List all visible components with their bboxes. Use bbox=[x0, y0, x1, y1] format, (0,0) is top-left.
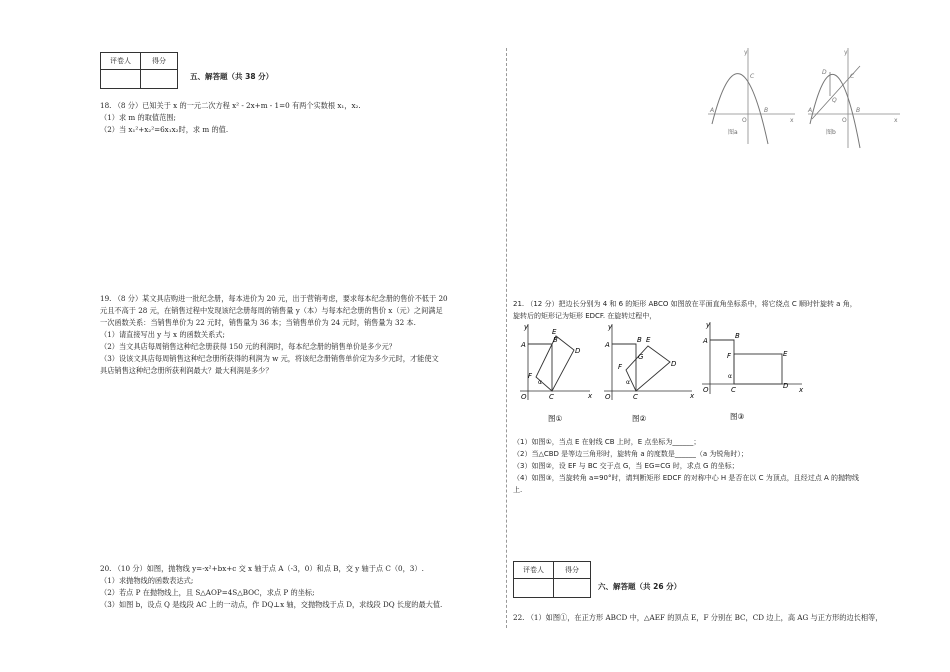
fig2-point-d: D bbox=[671, 360, 677, 368]
q18-part1: （1）求 m 的取值范围; bbox=[100, 113, 176, 122]
score-cell-score bbox=[554, 579, 591, 598]
fig3-point-f: F bbox=[727, 352, 732, 360]
q21-part2: （2）当△CBD 是等边三角形时，旋转角 a 的度数是______（a 为锐角时）； bbox=[513, 450, 748, 458]
fig1-origin: O bbox=[521, 393, 527, 401]
fig-a-point-c: C bbox=[750, 73, 755, 80]
score-table-right bbox=[513, 561, 591, 598]
fig2-point-b: B bbox=[637, 336, 642, 344]
fig-a-y-label: y bbox=[744, 49, 748, 56]
fig3-y-label: y bbox=[706, 321, 711, 329]
q21-line2: 旋转后的矩形记为矩形 EDCF. 在旋转过程中， bbox=[513, 312, 657, 320]
score-cell-score bbox=[141, 70, 178, 89]
fig3-origin: O bbox=[703, 386, 709, 394]
fig1-point-f: F bbox=[528, 372, 533, 380]
column-divider bbox=[506, 48, 507, 628]
fig2-point-e: E bbox=[646, 336, 651, 344]
fig3-angle-alpha: α bbox=[728, 373, 732, 380]
fig-a-caption: 图a bbox=[728, 129, 738, 136]
fig1-caption: 图① bbox=[548, 414, 563, 423]
fig2-point-a: A bbox=[605, 341, 610, 349]
fig-b-caption: 图b bbox=[826, 129, 836, 136]
q20-part1: （1）求抛物线的函数表达式; bbox=[100, 576, 194, 585]
fig-b-point-c: C bbox=[850, 73, 855, 80]
q18-part2: （2）当 x₁²+x₂²=6x₁x₂时，求 m 的值. bbox=[100, 125, 229, 134]
section6-title: 六、解答题（共 26 分） bbox=[598, 582, 682, 591]
q20-figures bbox=[700, 44, 910, 150]
fig1-point-c: C bbox=[549, 393, 554, 401]
fig1-point-e: E bbox=[552, 328, 557, 336]
fig3-caption: 图③ bbox=[730, 412, 745, 421]
fig-b-point-a: A bbox=[808, 107, 813, 114]
fig1-point-b: B bbox=[553, 336, 558, 344]
score-header-grader: 评卷人 bbox=[514, 562, 554, 579]
fig3-point-c: C bbox=[731, 386, 736, 394]
fig3-point-a: A bbox=[703, 337, 708, 345]
fig1-point-d: D bbox=[575, 347, 581, 355]
figure-a bbox=[708, 48, 795, 144]
score-header-grader: 评卷人 bbox=[101, 53, 141, 70]
q19-part3b: 具店销售这种纪念册所获利润最大？最大利润是多少？ bbox=[100, 366, 273, 375]
score-table-left bbox=[100, 52, 178, 89]
score-header-score: 得分 bbox=[554, 562, 591, 579]
fig2-point-c: C bbox=[633, 393, 638, 401]
fig-a-x-label: x bbox=[790, 117, 794, 124]
fig2-angle-alpha: α bbox=[626, 379, 630, 386]
fig2-y-label: y bbox=[608, 323, 613, 331]
q22-line1: 22. （1）如图①，在正方形 ABCD 中，△AEF 的顶点 E，F 分别在 BC，CD 边上，高 AG 与正方形的边长相等， bbox=[513, 613, 883, 622]
fig-a-point-b: B bbox=[764, 107, 769, 114]
fig-b-point-q: Q bbox=[832, 97, 837, 104]
fig2-origin: O bbox=[605, 393, 611, 401]
q21-figure-3 bbox=[702, 321, 804, 421]
fig-a-origin: O bbox=[742, 117, 747, 124]
q20-part2: （2）若点 P 在抛物线上，且 S△AOP=4S△BOC，求点 P 的坐标; bbox=[100, 588, 315, 597]
fig3-point-b: B bbox=[735, 332, 740, 340]
fig2-x-label: x bbox=[690, 392, 695, 400]
q20-stem: 20. （10 分）如图，抛物线 y=-x²+bx+c 交 x 轴于点 A（-3，0）和点 B，交 y 轴于点 C（0，3）. bbox=[100, 564, 424, 573]
score-cell-grader bbox=[514, 579, 554, 598]
q21-figure-1 bbox=[520, 323, 593, 423]
fig-b-origin: O bbox=[842, 117, 847, 124]
fig3-x-label: x bbox=[799, 386, 804, 394]
q20-part3: （3）如图 b，设点 Q 是线段 AC 上的一动点，作 DQ⊥x 轴，交抛物线于点 D，求线段 DQ 长度的最大值. bbox=[100, 600, 443, 609]
q21-part3: （3）如图②，设 EF 与 BC 交于点 G，当 EG=CG 时，求点 G 的坐标； bbox=[513, 462, 739, 470]
q18-stem: 18. （8 分）已知关于 x 的一元二次方程 x² - 2x+m - 1=0 有两个实数根 x₁，x₂. bbox=[100, 101, 361, 110]
fig-b-x-label: x bbox=[894, 117, 898, 124]
q19-part2: （2）当文具店每周销售这种纪念册获得 150 元的利润时，每本纪念册的销售单价是多少元？ bbox=[100, 342, 396, 351]
fig3-point-d: D bbox=[783, 382, 789, 390]
q21-figure-2 bbox=[604, 323, 695, 423]
q21-part4b: 上. bbox=[513, 486, 523, 494]
fig1-point-a: A bbox=[521, 341, 526, 349]
fig-b-point-b: B bbox=[856, 107, 861, 114]
fig2-point-g: G bbox=[638, 353, 644, 361]
q21-part1: （1）如图①，当点 E 在射线 CB 上时，E 点坐标为______； bbox=[513, 438, 701, 446]
fig3-point-e: E bbox=[783, 350, 788, 358]
q21-part4a: （4）如图③，当旋转角 a=90°时，请判断矩形 EDCF 的对称中心 H 是否在以 C 为顶点，且经过点 A 的抛物线 bbox=[513, 474, 859, 482]
section5-title: 五、解答题（共 38 分） bbox=[190, 72, 274, 81]
score-header-score: 得分 bbox=[141, 53, 178, 70]
score-cell-grader bbox=[101, 70, 141, 89]
fig-a-point-a: A bbox=[710, 107, 715, 114]
fig2-caption: 图② bbox=[632, 414, 647, 423]
fig-b-y-label: y bbox=[844, 49, 848, 56]
q21-line1: 21. （12 分）把边长分别为 4 和 6 的矩形 ABCO 如图放在平面直角坐标系中，将它绕点 C 顺时针旋转 a 角， bbox=[513, 300, 857, 308]
q19-part1: （1）请直接写出 y 与 x 的函数关系式; bbox=[100, 330, 225, 339]
q19-line1: 19. （8 分）某文具店购进一批纪念册，每本进价为 20 元，出于营销考虑，要求每本纪念册的售价不低于 20 bbox=[100, 294, 448, 303]
fig1-x-label: x bbox=[588, 392, 593, 400]
fig1-angle-alpha: α bbox=[538, 379, 542, 386]
fig2-point-f: F bbox=[618, 363, 623, 371]
fig1-y-label: y bbox=[524, 323, 529, 331]
figure-b bbox=[807, 48, 900, 148]
q19-line3: 一次函数关系：当销售单价为 22 元时，销售量为 36 本；当销售单价为 24 元时，销售量为 32 本. bbox=[100, 318, 416, 327]
q19-part3a: （3）设该文具店每周销售这种纪念册所获得的利润为 w 元，将该纪念册销售单价定为多少元时，才能使文 bbox=[100, 354, 439, 363]
fig-b-point-d: D bbox=[822, 69, 827, 76]
q19-line2: 元且不高于 28 元，在销售过程中发现该纪念册每周的销售量 y（本）与每本纪念册的售价 x（元）之间满足 bbox=[100, 306, 443, 315]
q21-figures bbox=[512, 320, 812, 430]
